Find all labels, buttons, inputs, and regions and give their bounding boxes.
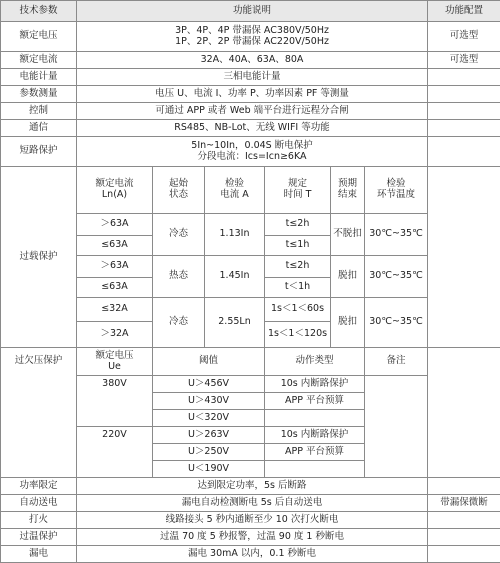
power-limit-config (428, 478, 500, 495)
ouv-config (428, 348, 500, 478)
label-measurement: 参数测量 (1, 86, 77, 103)
ouv-voltage: 220V (77, 427, 153, 478)
overload-h-rated (77, 167, 153, 214)
overload-cell: ＞63A (77, 214, 153, 236)
overload-h-time-1: 规定 (267, 179, 328, 190)
rated-voltage-config: 可选型 (428, 22, 500, 52)
over-temp-value: 过温 70 度 5 秒报警，过温 90 度 1 秒断电 (77, 529, 428, 546)
ouv-threshold: U＞263V (153, 427, 265, 444)
overload-cell: t≤1h (265, 236, 331, 256)
auto-reclose-value: 漏电自动检测断电 5s 后自动送电 (77, 495, 428, 512)
overload-h-time-2: 时间 T (267, 190, 328, 201)
label-short-circuit: 短路保护 (1, 137, 77, 167)
comm-config (428, 120, 500, 137)
header-function-config: 功能配置 (428, 1, 500, 22)
overload-h-state (153, 167, 205, 214)
control-value: 可通过 APP 或者 Web 端平台进行远程分合闸 (77, 103, 428, 120)
row-comm (1, 120, 500, 137)
label-comm: 通信 (1, 120, 77, 137)
row-short-circuit (1, 137, 500, 167)
overload-h-expected-1: 预期 (333, 179, 362, 190)
ouv-threshold: U＞456V (153, 376, 265, 393)
overload-cell: t≤2h (265, 214, 331, 236)
row-power-limit (1, 478, 500, 495)
auto-reclose-config: 带漏保微断 (428, 495, 500, 512)
ouv-action (265, 461, 365, 478)
row-auto-reclose (1, 495, 500, 512)
label-arc: 打火 (1, 512, 77, 529)
ouv-action: 10s 内断路保护 (265, 427, 365, 444)
overload-h-rated-1: 额定电流 (79, 179, 150, 190)
ouv-h-action: 动作类型 (265, 348, 365, 376)
row-rated-voltage (1, 22, 500, 52)
row-leakage (1, 546, 500, 563)
overload-cell: 冷态 (153, 298, 205, 348)
ouv-threshold: U＞430V (153, 393, 265, 410)
row-measurement (1, 86, 500, 103)
overload-h-time (265, 167, 331, 214)
row-arc (1, 512, 500, 529)
arc-value: 线路接头 5 秒内通断至少 10 次打火断电 (77, 512, 428, 529)
label-metering: 电能计量 (1, 69, 77, 86)
power-limit-value: 达到限定功率，5s 后断路 (77, 478, 428, 495)
metering-config (428, 69, 500, 86)
row-metering (1, 69, 500, 86)
short-circuit-config (428, 137, 500, 167)
measurement-value: 电压 U、电流 I、功率 P、功率因素 PF 等测量 (77, 86, 428, 103)
overload-cell: t＜1h (265, 278, 331, 298)
overload-cell: t≤2h (265, 256, 331, 278)
label-auto-reclose: 自动送电 (1, 495, 77, 512)
overload-cell: ≤63A (77, 278, 153, 298)
comm-value: RS485、NB-Lot、无线 WIFI 等功能 (77, 120, 428, 137)
arc-config (428, 512, 500, 529)
ouv-h-rated-2: Ue (79, 362, 150, 373)
overload-h-expected-2: 结束 (333, 190, 362, 201)
row-rated-current (1, 52, 500, 69)
ouv-h-note: 备注 (365, 348, 428, 376)
overload-cell: 1.13In (205, 214, 265, 256)
overload-cell: 脱扣 (331, 298, 365, 348)
label-over-under-voltage: 过欠压保护 (1, 348, 77, 478)
ouv-header-row (1, 348, 500, 376)
overload-h-temp-2: 环节温度 (367, 190, 425, 201)
overload-cell: 30℃~35℃ (365, 298, 428, 348)
overload-h-current-2: 电流 A (207, 190, 262, 201)
overload-h-temp-1: 检验 (367, 179, 425, 190)
measurement-config (428, 86, 500, 103)
short-circuit-desc (77, 137, 428, 167)
overload-cell: ＞32A (77, 322, 153, 348)
overload-header-row (1, 167, 500, 214)
overload-cell: ＞63A (77, 256, 153, 278)
header-row (1, 1, 500, 22)
ouv-threshold: U＜190V (153, 461, 265, 478)
rated-voltage-line1: 3P、4P、4P 带漏保 AC380V/50Hz (79, 26, 425, 37)
short-circuit-line1: 5In~10In，0.04S 断电保护 (79, 141, 425, 152)
over-temp-config (428, 529, 500, 546)
overload-cell: ≤32A (77, 298, 153, 322)
header-tech-params: 技术参数 (1, 1, 77, 22)
overload-cell: 2.55Ln (205, 298, 265, 348)
ouv-action: APP 平台预算 (265, 444, 365, 461)
ouv-action: APP 平台预算 (265, 393, 365, 410)
overload-cell: 脱扣 (331, 256, 365, 298)
metering-value: 三相电能计量 (77, 69, 428, 86)
rated-current-value: 32A、40A、63A、80A (77, 52, 428, 69)
control-config (428, 103, 500, 120)
overload-h-state-1: 起始 (155, 179, 202, 190)
rated-current-config: 可选型 (428, 52, 500, 69)
overload-cell: 30℃~35℃ (365, 214, 428, 256)
overload-cell: 1s＜1＜120s (265, 322, 331, 348)
ouv-h-threshold: 阈值 (153, 348, 265, 376)
overload-cell: 30℃~35℃ (365, 256, 428, 298)
label-control: 控制 (1, 103, 77, 120)
overload-cell: 不脱扣 (331, 214, 365, 256)
ouv-h-rated-1: 额定电压 (79, 351, 150, 362)
short-circuit-line2: 分段电流：Ics=Icn≥6KA (79, 152, 425, 163)
ouv-note (365, 376, 428, 478)
label-power-limit: 功率限定 (1, 478, 77, 495)
row-control (1, 103, 500, 120)
rated-voltage-line2: 1P、2P、2P 带漏保 AC220V/50Hz (79, 37, 425, 48)
leakage-config (428, 546, 500, 563)
label-leakage: 漏电 (1, 546, 77, 563)
overload-h-current (205, 167, 265, 214)
overload-cell: 热态 (153, 256, 205, 298)
label-rated-voltage: 额定电压 (1, 22, 77, 52)
ouv-voltage: 380V (77, 376, 153, 427)
ouv-threshold: U＞250V (153, 444, 265, 461)
ouv-action (265, 410, 365, 427)
overload-config (428, 167, 500, 348)
header-function-desc: 功能说明 (77, 1, 428, 22)
overload-h-temp (365, 167, 428, 214)
overload-h-rated-2: Ln(A) (79, 190, 150, 201)
overload-cell: 1.45In (205, 256, 265, 298)
row-over-temp (1, 529, 500, 546)
label-rated-current: 额定电流 (1, 52, 77, 69)
ouv-threshold: U＜320V (153, 410, 265, 427)
label-over-temp: 过温保护 (1, 529, 77, 546)
label-overload: 过载保护 (1, 167, 77, 348)
ouv-h-rated (77, 348, 153, 376)
overload-cell: 1s＜1＜60s (265, 298, 331, 322)
overload-cell: 冷态 (153, 214, 205, 256)
rated-voltage-desc (77, 22, 428, 52)
overload-h-state-2: 状态 (155, 190, 202, 201)
leakage-value: 漏电 30mA 以内，0.1 秒断电 (77, 546, 428, 563)
overload-h-expected (331, 167, 365, 214)
ouv-action: 10s 内断路保护 (265, 376, 365, 393)
overload-h-current-1: 检验 (207, 179, 262, 190)
overload-cell: ≤63A (77, 236, 153, 256)
